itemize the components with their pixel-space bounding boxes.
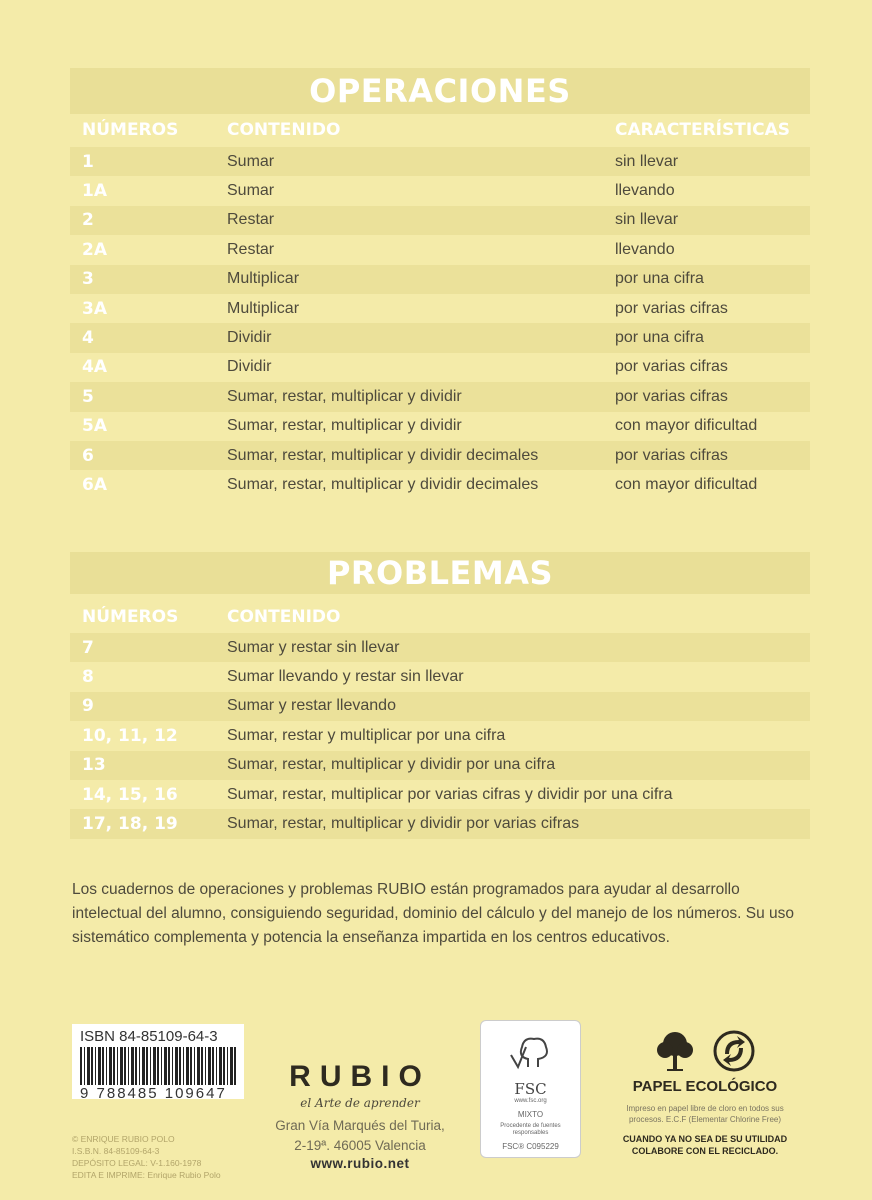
row-feature: por varias cifras	[615, 387, 728, 405]
address-line: 2-19ª. 46005 Valencia	[294, 1138, 426, 1153]
row-number: 5	[82, 386, 94, 407]
row-content: Sumar y restar sin llevar	[227, 638, 400, 656]
table-row	[70, 809, 810, 838]
row-content: Sumar, restar y multiplicar por una cifra	[227, 726, 506, 744]
legal-line: © ENRIQUE RUBIO POLO	[72, 1134, 175, 1144]
row-content: Sumar, restar, multiplicar por varias cifras y dividir por una cifra	[227, 785, 673, 803]
row-number: 9	[82, 696, 94, 717]
row-number: 3A	[82, 298, 107, 319]
fsc-label	[480, 1020, 581, 1158]
table-row	[70, 147, 810, 176]
header-contenido: CONTENIDO	[227, 607, 341, 627]
row-content: Multiplicar	[227, 270, 300, 288]
row-content: Sumar, restar, multiplicar y dividir	[227, 387, 462, 405]
row-number: 5A	[82, 416, 107, 437]
fsc-logo-text: FSC	[514, 1080, 547, 1098]
recycle-icon	[713, 1030, 755, 1072]
row-content: Sumar llevando y restar sin llevar	[227, 668, 464, 686]
barcode-bars	[80, 1047, 236, 1085]
isbn-label: ISBN 84-85109-64-3	[80, 1028, 218, 1045]
row-feature: por varias cifras	[615, 446, 728, 464]
row-feature: por varias cifras	[615, 358, 728, 376]
header-numeros: NÚMEROS	[82, 120, 179, 140]
table-row	[70, 721, 810, 750]
table-row	[70, 206, 810, 235]
barcode	[72, 1024, 244, 1102]
operaciones-table	[70, 147, 810, 500]
table-row	[70, 323, 810, 352]
table-row	[70, 751, 810, 780]
table-row	[70, 265, 810, 294]
fsc-code: FSC® C095229	[502, 1142, 559, 1151]
problemas-table	[70, 633, 810, 839]
row-number: 14, 15, 16	[82, 784, 178, 805]
table-row	[70, 176, 810, 205]
description: Los cuadernos de operaciones y problemas RUBIO están programados para ayudar al desarrollo intelectual del alumno, consiguiendo seguridad, dominio del cálculo y del manejo de los números. Su uso sistemático complementa y potencia la enseñanza impartida en los centros educativos.	[72, 881, 795, 946]
table-row	[70, 412, 810, 441]
publisher-block	[260, 1060, 460, 1171]
rubio-logo: RUBIO	[289, 1060, 431, 1093]
table-row	[70, 382, 810, 411]
ean-number: 9 788485 109647	[80, 1085, 227, 1102]
table-row	[70, 353, 810, 382]
website-link[interactable]: www.rubio.net	[310, 1156, 410, 1171]
legal-info	[72, 1133, 221, 1181]
table-row	[70, 441, 810, 470]
row-content: Restar	[227, 240, 275, 258]
row-number: 3	[82, 269, 94, 290]
row-feature: sin llevar	[615, 152, 679, 170]
row-number: 2	[82, 210, 94, 231]
legal-line: DEPÓSITO LEGAL: V-1.160-1978	[72, 1158, 202, 1168]
operaciones-header	[70, 116, 810, 144]
header-caracteristicas: CARACTERÍSTICAS	[615, 120, 791, 140]
problemas-title: PROBLEMAS	[70, 552, 810, 594]
row-number: 4A	[82, 357, 107, 378]
tree-icon	[655, 1030, 695, 1072]
row-content: Sumar, restar, multiplicar y dividir decimales	[227, 446, 539, 464]
eco-note: Impreso en papel libre de cloro en todos sus procesos. E.C.F (Elementar Chlorine Free)	[626, 1104, 784, 1124]
row-feature: sin llevar	[615, 211, 679, 229]
row-feature: por varias cifras	[615, 299, 728, 317]
table-row	[70, 692, 810, 721]
row-feature: con mayor dificultad	[615, 417, 758, 435]
row-number: 1A	[82, 181, 107, 202]
row-number: 6A	[82, 474, 107, 495]
table-row	[70, 780, 810, 809]
table-row	[70, 662, 810, 691]
tagline: el Arte de aprender	[300, 1096, 420, 1110]
row-number: 17, 18, 19	[82, 814, 178, 835]
row-content: Sumar, restar, multiplicar y dividir decimales	[227, 475, 539, 493]
header-numeros: NÚMEROS	[82, 607, 179, 627]
row-number: 8	[82, 667, 94, 688]
fsc-tree-icon	[506, 1033, 556, 1075]
row-feature: por una cifra	[615, 329, 704, 347]
row-content: Multiplicar	[227, 299, 300, 317]
row-number: 1	[82, 151, 94, 172]
row-content: Dividir	[227, 329, 272, 347]
table-row	[70, 294, 810, 323]
row-content: Restar	[227, 211, 275, 229]
row-content: Sumar	[227, 182, 275, 200]
table-row	[70, 633, 810, 662]
table-row	[70, 235, 810, 264]
operaciones-title: OPERACIONES	[70, 68, 810, 114]
row-feature: llevando	[615, 182, 675, 200]
fsc-type: MIXTO	[517, 1110, 544, 1119]
fsc-url: www.fsc.org	[514, 1098, 547, 1104]
row-number: 10, 11, 12	[82, 725, 178, 746]
row-content: Sumar, restar, multiplicar y dividir	[227, 417, 462, 435]
eco-recycle-call: CUANDO YA NO SEA DE SU UTILIDAD COLABORE CON EL RECICLADO.	[622, 1134, 788, 1156]
eco-title: PAPEL ECOLÓGICO	[632, 1078, 778, 1095]
header-contenido: CONTENIDO	[227, 120, 341, 140]
row-content: Sumar, restar, multiplicar y dividir por una cifra	[227, 756, 556, 774]
row-feature: con mayor dificultad	[615, 475, 758, 493]
row-content: Sumar, restar, multiplicar y dividir por varias cifras	[227, 815, 580, 833]
row-content: Dividir	[227, 358, 272, 376]
eco-block	[610, 1030, 800, 1157]
row-content: Sumar y restar llevando	[227, 697, 396, 715]
row-feature: llevando	[615, 240, 675, 258]
row-number: 7	[82, 637, 94, 658]
row-feature: por una cifra	[615, 270, 704, 288]
legal-line: I.S.B.N. 84-85109-64-3	[72, 1146, 160, 1156]
legal-line: EDITA E IMPRIME: Enrique Rubio Polo	[72, 1170, 221, 1180]
fsc-source: Procedente de fuentes responsables	[500, 1123, 561, 1136]
row-content: Sumar	[227, 152, 275, 170]
problemas-header	[70, 603, 810, 631]
address-line: Gran Vía Marqués del Turia,	[275, 1118, 445, 1133]
table-row	[70, 470, 810, 499]
row-number: 6	[82, 445, 94, 466]
row-number: 2A	[82, 239, 107, 260]
row-number: 13	[82, 755, 106, 776]
row-number: 4	[82, 328, 94, 349]
